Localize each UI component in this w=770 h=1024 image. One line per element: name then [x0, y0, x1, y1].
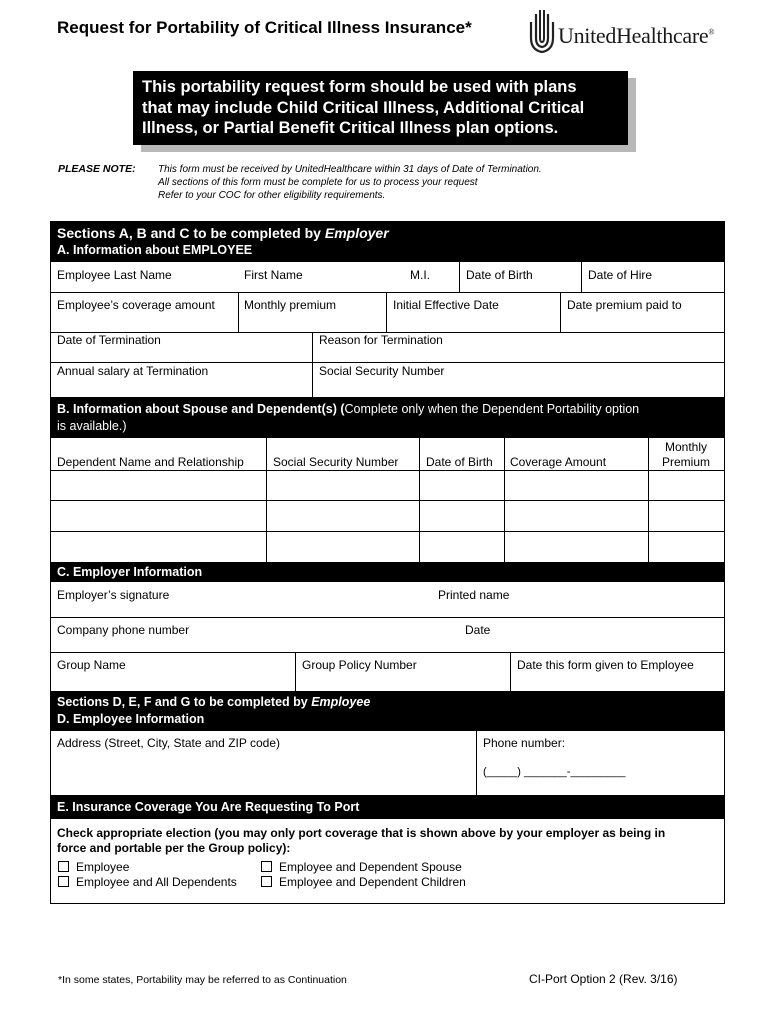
please-note-line: This form must be received by UnitedHealthcare within 31 days of Date of Termination. — [158, 164, 542, 175]
annual-salary-field[interactable]: Annual salary at Termination — [57, 364, 209, 378]
section-b-header — [51, 397, 724, 438]
section-d-header — [51, 691, 724, 731]
employer-role: Employer — [324, 225, 389, 241]
please-note-label: PLEASE NOTE: — [58, 163, 136, 175]
employee-spouse-checkbox[interactable] — [261, 861, 272, 872]
unitedhealthcare-logo — [528, 8, 740, 54]
employer-date-field[interactable]: Date — [465, 623, 491, 637]
dependent-coverage-header: Coverage Amount — [510, 455, 607, 469]
dependent-row-1[interactable] — [51, 471, 724, 500]
employee-dob-field[interactable]: Date of Birth — [466, 268, 533, 282]
option-employee[interactable]: Employee — [58, 860, 129, 874]
employee-last-name-field[interactable]: Employee Last Name — [57, 268, 172, 282]
logo-wordmark: UnitedHealthcare® — [558, 23, 715, 48]
option-employee-all-dependents[interactable]: Employee and All Dependents — [58, 875, 237, 889]
employee-checkbox[interactable] — [58, 861, 69, 872]
first-name-field[interactable]: First Name — [244, 268, 303, 282]
date-of-hire-field[interactable]: Date of Hire — [588, 268, 653, 282]
please-note-text — [158, 163, 542, 202]
reason-for-termination-field[interactable]: Reason for Termination — [319, 333, 443, 347]
please-note-line: Refer to your COC for other eligibility requirements. — [158, 190, 386, 201]
section-b-title-continued: is available.) — [57, 419, 127, 433]
dependent-premium-header: Monthly Premium — [661, 440, 710, 469]
group-policy-number-field[interactable]: Group Policy Number — [302, 658, 417, 672]
group-name-field[interactable]: Group Name — [57, 658, 126, 672]
dependent-row-2[interactable] — [51, 501, 724, 531]
section-d-title: D. Employee Information — [57, 712, 205, 726]
dependent-name-header: Dependent Name and Relationship — [57, 455, 244, 469]
document-title: Request for Portability of Critical Illness Insurance* — [57, 18, 472, 37]
address-field[interactable]: Address (Street, City, State and ZIP code) — [57, 736, 280, 750]
employer-signature-field[interactable]: Employer’s signature — [57, 588, 170, 602]
please-note-line: All sections of this form must be complete for us to process your request — [158, 177, 478, 188]
employee-sections-title: Sections D, E, F and G to be completed by Employee — [57, 695, 371, 709]
section-b-title: B. Information about Spouse and Dependent(s) (Complete only when the Dependent Portability option — [57, 402, 640, 416]
employee-children-checkbox[interactable] — [261, 876, 272, 887]
middle-initial-field[interactable]: M.I. — [410, 268, 430, 282]
initial-effective-date-field[interactable]: Initial Effective Date — [393, 298, 499, 312]
logo-mark-icon — [528, 8, 556, 54]
date-of-termination-field[interactable]: Date of Termination — [57, 333, 161, 347]
company-phone-field[interactable]: Company phone number — [57, 623, 190, 637]
form-id: CI-Port Option 2 (Rev. 3/16) — [529, 972, 678, 986]
monthly-premium-field[interactable]: Monthly premium — [244, 298, 337, 312]
notice-line: Illness, or Partial Benefit Critical Illness plan options. — [142, 119, 559, 137]
section-e-header: E. Insurance Coverage You Are Requesting To Port — [51, 795, 724, 819]
option-employee-spouse[interactable]: Employee and Dependent Spouse — [261, 860, 462, 874]
date-form-given-field[interactable]: Date this form given to Employee — [517, 658, 694, 672]
employee-role: Employee — [311, 695, 371, 709]
employee-ssn-field[interactable]: Social Security Number — [319, 364, 445, 378]
section-a-title: A. Information about EMPLOYEE — [57, 243, 253, 257]
phone-number-field[interactable]: (_____) _______-_________ — [483, 766, 626, 778]
notice-line: This portability request form should be used with plans — [142, 78, 577, 96]
employee-all-dependents-checkbox[interactable] — [58, 876, 69, 887]
footnote: *In some states, Portability may be referred to as Continuation — [58, 974, 347, 986]
notice-line: that may include Child Critical Illness, Additional Critical — [142, 98, 585, 117]
form-container — [50, 221, 725, 904]
notice-box — [133, 71, 628, 145]
section-c-header: C. Employer Information — [51, 562, 724, 582]
coverage-amount-field[interactable]: Employee’s coverage amount — [57, 298, 215, 312]
printed-name-field[interactable]: Printed name — [438, 588, 510, 602]
phone-number-label: Phone number: — [483, 736, 566, 750]
employer-sections-title: Sections A, B and C to be completed by Employer — [57, 225, 389, 241]
dependent-ssn-header: Social Security Number — [273, 455, 399, 469]
date-premium-paid-to-field[interactable]: Date premium paid to — [567, 298, 682, 312]
dependent-row-3[interactable] — [51, 532, 724, 562]
coverage-election-instruction: Check appropriate election (you may only port coverage that is shown above by your employer as being in force and portable per the Group policy): — [57, 826, 666, 855]
section-a-header — [51, 222, 724, 262]
dependent-dob-header: Date of Birth — [426, 455, 493, 469]
option-employee-children[interactable]: Employee and Dependent Children — [261, 875, 466, 889]
